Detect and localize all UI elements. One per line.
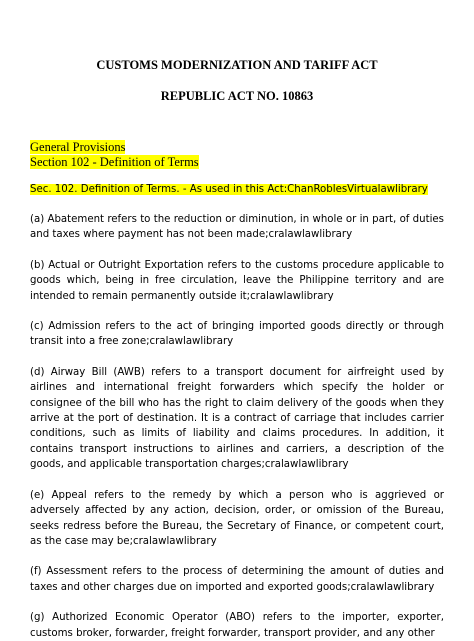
definition-paragraph: (f) Assessment refers to the process of determining the amount of duties and taxes and other charges due on imported and exported goods;cralawlawlibrary	[30, 566, 444, 593]
section-heading	[30, 155, 444, 170]
act-number: REPUBLIC ACT NO. 10863	[160, 89, 314, 103]
definition-paragraph: (e) Appeal refers to the remedy by which a person who is aggrieved or adversely affected by any action, decision, order, or omission of the Bureau, seeks redress before the Bureau, the Secretary of Finance, or competent court, as the case may be;cralawlawlibrary	[30, 489, 444, 547]
section-intro	[30, 183, 444, 197]
definition-paragraph: (d) Airway Bill (AWB) refers to a transport document for airfreight used by airlines and international freight forwarders which specify the holder or consignee of the bill who has the right to claim delivery of the goods when they arrive at the port of destination. It is a contract of carriage that includes carrier conditions, such as limits of liability and claims procedures. In addition, it contains transport instructions to airlines and carriers, a description of the goods, and applicable transportation charges;cralawlawlibrary	[30, 366, 444, 471]
definition-paragraph: (g) Authorized Economic Operator (ABO) refers to the importer, exporter, customs broker, forwarder, freight forwarder, transport provider, and any other	[30, 612, 444, 639]
general-provisions-heading	[30, 140, 444, 155]
document-title: CUSTOMS MODERNIZATION AND TARIFF ACT	[96, 58, 378, 72]
highlighted-text: Section 102 - Definition of Terms	[30, 155, 199, 169]
definition-paragraph: (c) Admission refers to the act of bringing imported goods directly or through transit into a free zone;cralawlawlibrary	[30, 321, 444, 348]
highlighted-text: Sec. 102. Definition of Terms. - As used in this Act:ChanRoblesVirtualawlibrary	[30, 184, 428, 195]
definition-paragraph: (b) Actual or Outright Exportation refers to the customs procedure applicable to goods which, being in free circulation, leave the Philippine territory and are intended to remain permanently outside it;cralawlawlibrary	[30, 259, 444, 302]
definition-paragraph: (a) Abatement refers to the reduction or diminution, in whole or in part, of duties and taxes where payment has not been made;cralawlawlibrary	[30, 214, 444, 241]
highlighted-text: General Provisions	[30, 140, 126, 154]
